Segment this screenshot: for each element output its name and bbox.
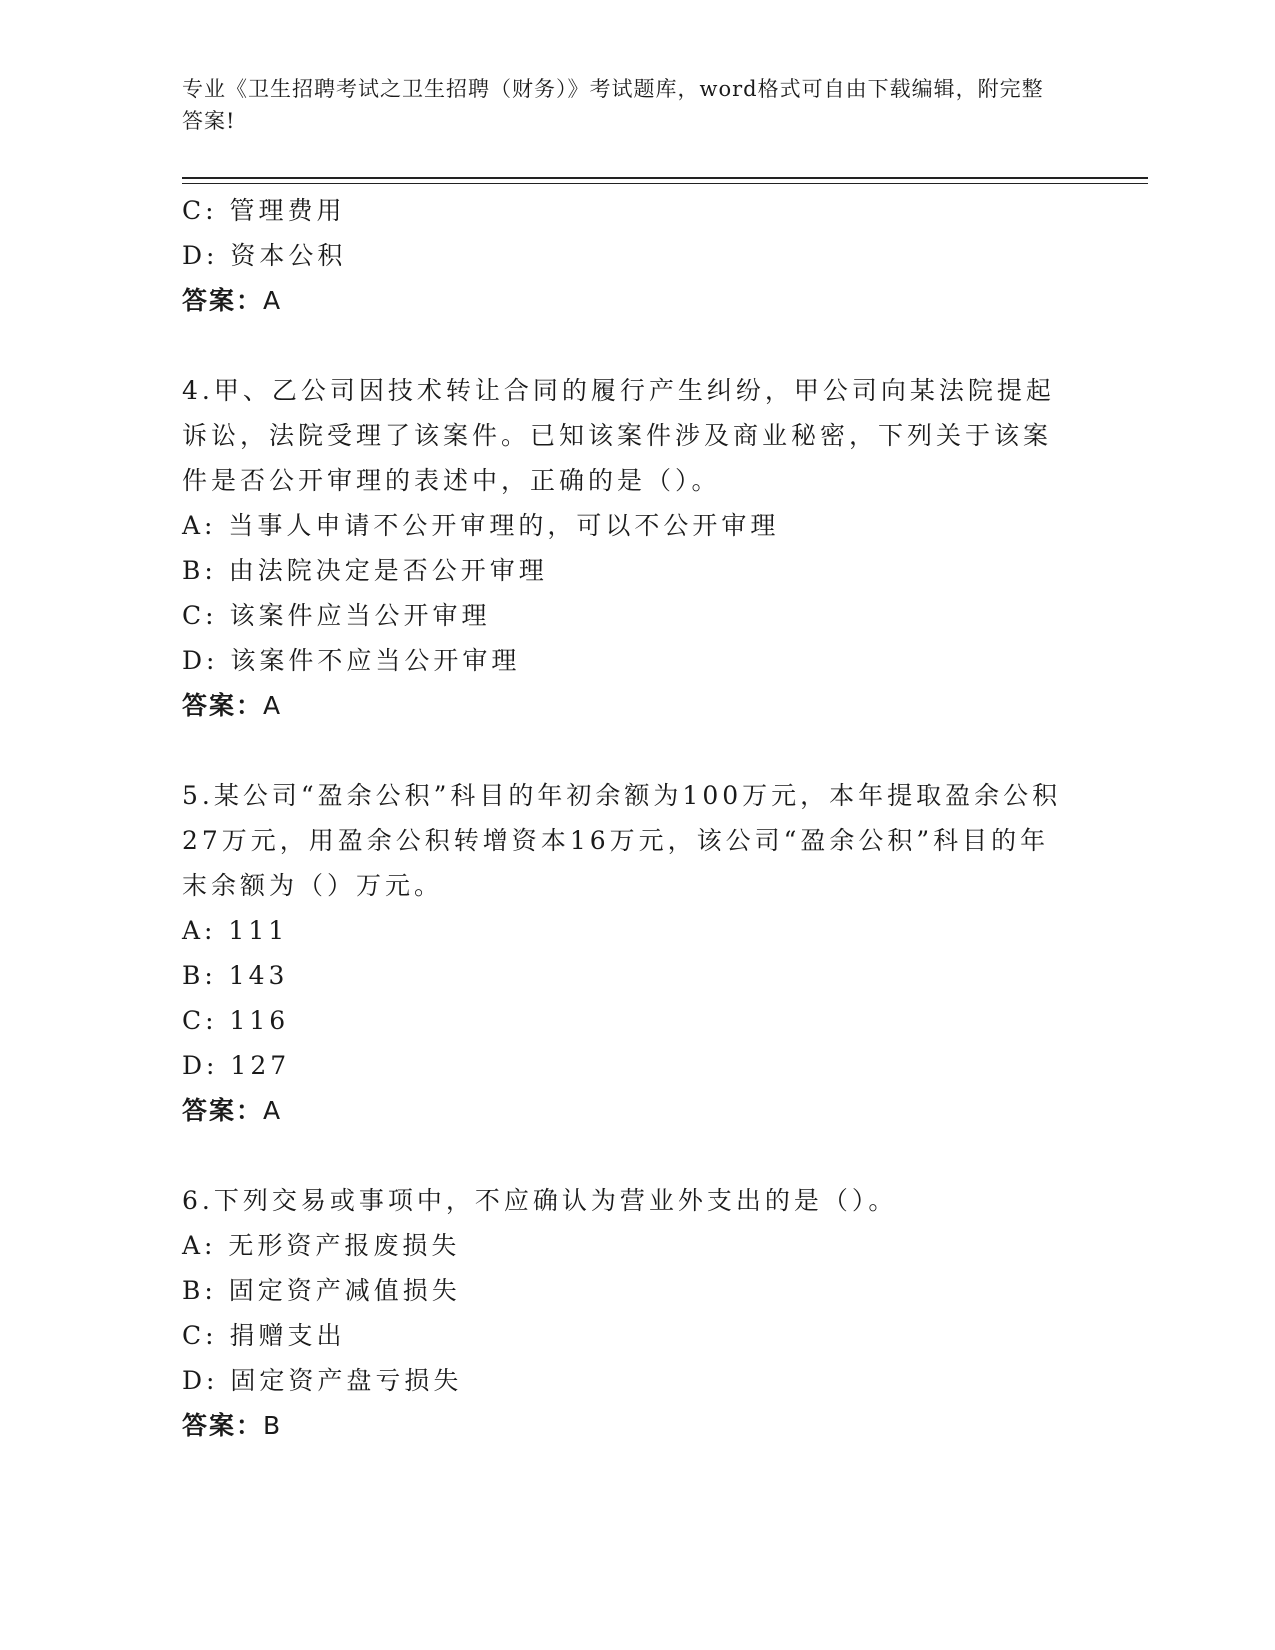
answer-value: A (263, 691, 283, 720)
header-rule-thick (182, 177, 1148, 179)
option-a: A: 当事人申请不公开审理的，可以不公开审理 (182, 511, 780, 540)
option-d: D: 固定资产盘亏损失 (182, 1366, 463, 1395)
answer-label: 答案： (182, 1411, 264, 1440)
option-c: C: 捐赠支出 (182, 1321, 346, 1350)
question-stem: 6.下列交易或事项中，不应确认为营业外支出的是（）。 (182, 1186, 898, 1215)
option-b: B: 143 (182, 961, 289, 990)
answer-line (182, 683, 1082, 728)
carryover-question (182, 188, 1082, 323)
answer-line (182, 1088, 1082, 1133)
option-d: D: 该案件不应当公开审理 (182, 646, 521, 675)
answer-label: 答案： (182, 691, 264, 720)
document-header: 专业《卫生招聘考试之卫生招聘（财务）》考试题库，word格式可自由下载编辑，附完整答案! (182, 77, 1044, 133)
option-c: C: 该案件应当公开审理 (182, 601, 491, 630)
option-c: C: 管理费用 (182, 196, 346, 225)
answer-label: 答案： (182, 286, 264, 315)
option-a: A: 111 (182, 916, 289, 945)
question-5 (182, 773, 1082, 1133)
question-4 (182, 368, 1082, 728)
answer-value: A (263, 286, 283, 315)
option-d: D: 资本公积 (182, 241, 347, 270)
answer-value: A (263, 1096, 283, 1125)
answer-line (182, 1403, 1082, 1448)
question-list (182, 188, 1082, 1448)
option-a: A: 无形资产报废损失 (182, 1231, 461, 1260)
question-stem: 4.甲、乙公司因技术转让合同的履行产生纠纷，甲公司向某法院提起诉讼，法院受理了该案件。已知该案件涉及商业秘密，下列关于该案件是否公开审理的表述中，正确的是（）。 (182, 376, 1055, 495)
option-b: B: 固定资产减值损失 (182, 1276, 461, 1305)
header-rule-thin (182, 183, 1148, 184)
question-stem: 5.某公司“盈余公积”科目的年初余额为100万元，本年提取盈余公积27万元，用盈余公积转增资本16万元，该公司“盈余公积”科目的年末余额为（）万元。 (182, 781, 1062, 900)
option-c: C: 116 (182, 1006, 290, 1035)
answer-value: B (263, 1411, 283, 1440)
answer-label: 答案： (182, 1096, 264, 1125)
question-6 (182, 1178, 1082, 1448)
answer-line (182, 278, 1082, 323)
option-b: B: 由法院决定是否公开审理 (182, 556, 548, 585)
option-d: D: 127 (182, 1051, 291, 1080)
